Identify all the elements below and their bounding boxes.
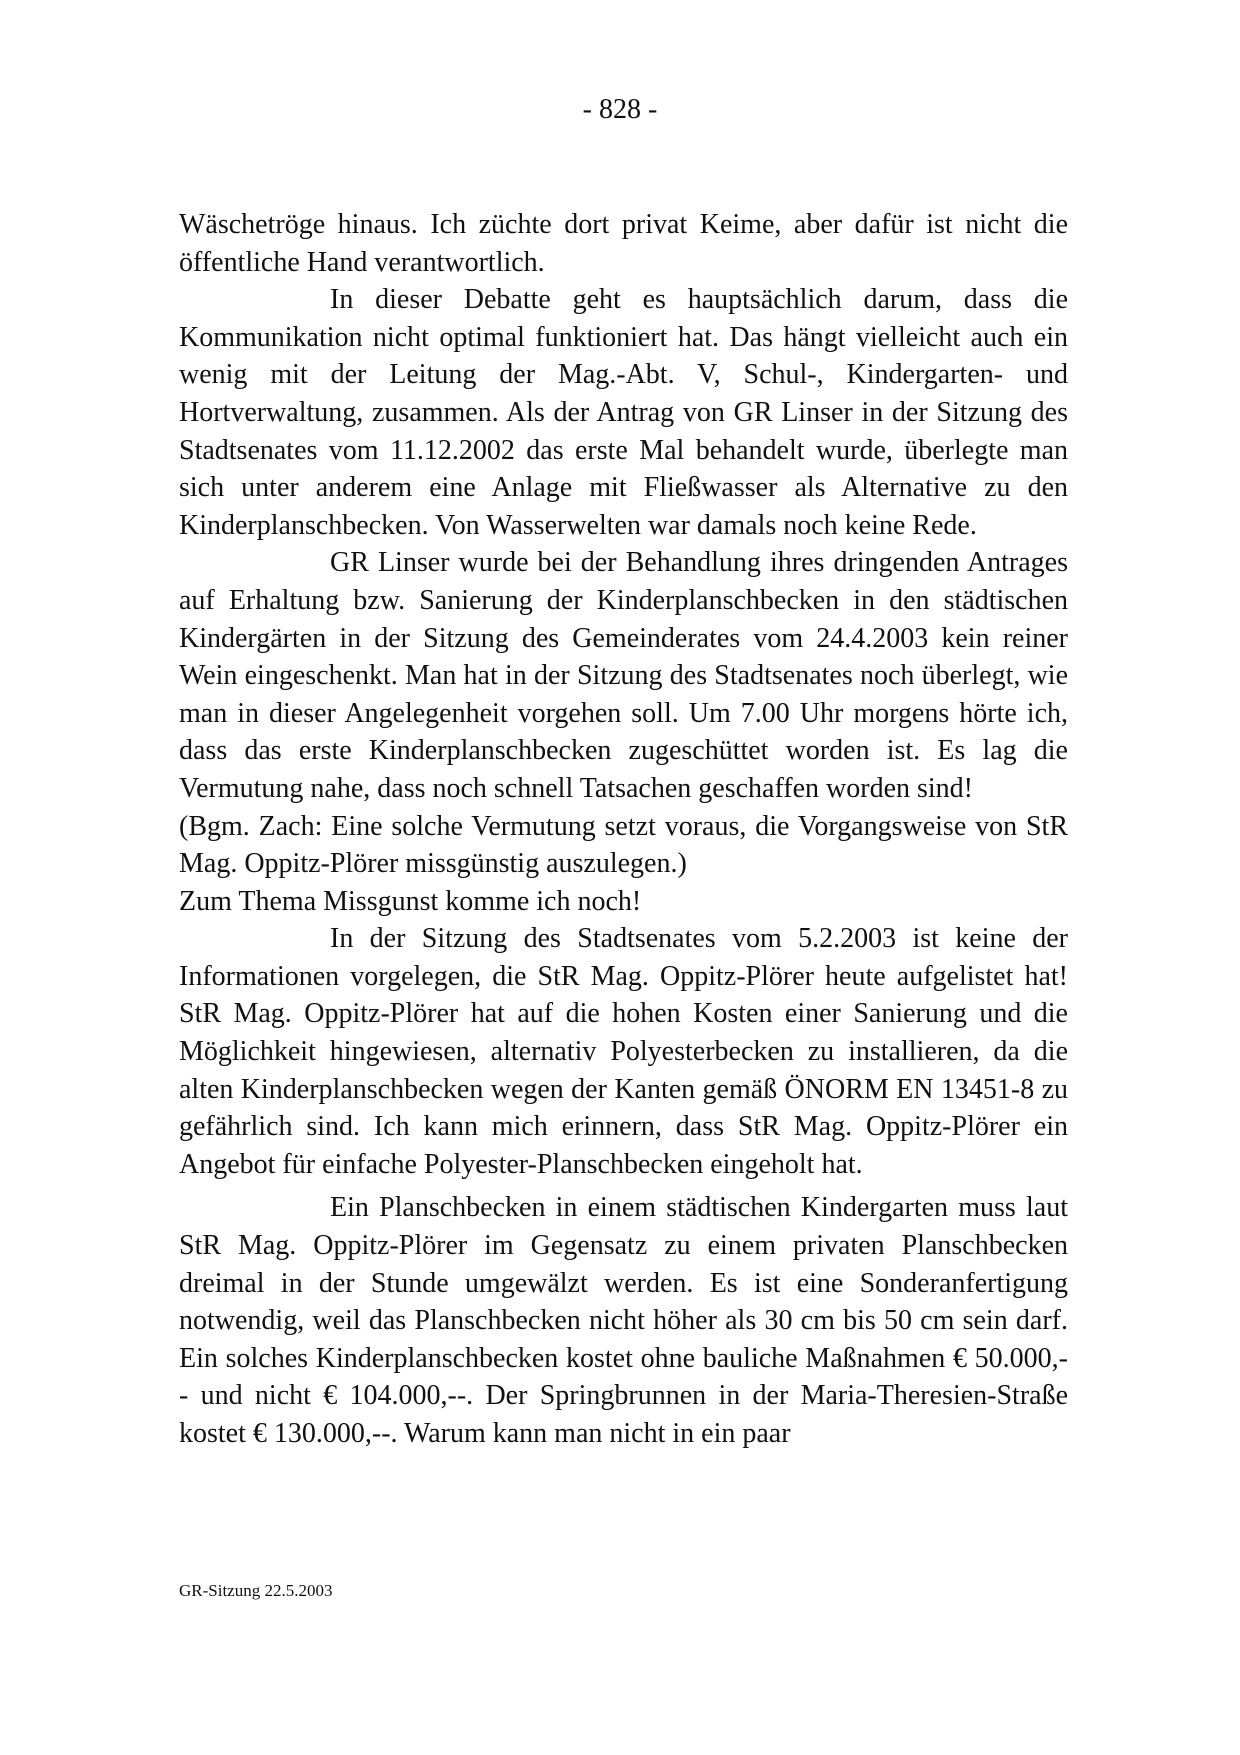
paragraph: Ein Planschbecken in einem städtischen Kindergarten muss laut StR Mag. Oppitz-Plörer im Gegensatz zu einem privaten Planschbecken dreimal in der Stunde umgewälzt werden. Es ist eine Sonderanfertigung notwendig, weil das Planschbecken nicht höher als 30 cm bis 50 cm sein darf. Ein solches Kinderplanschbecken kostet ohne bauliche Maßnahmen € 50.000,-- und nicht € 104.000,--. Der Springbrunnen in der Maria-Theresien-Straße kostet € 130.000,--. Warum kann man nicht in ein paar	[179, 1192, 1068, 1449]
paragraph: In der Sitzung des Stadtsenates vom 5.2.2003 ist keine der Informationen vorgelegen, die StR Mag. Oppitz-Plörer heute aufgelistet hat! StR Mag. Oppitz-Plörer hat auf die hohen Kosten einer Sanierung und die Möglichkeit hingewiesen, alternativ Polyesterbecken zu installieren, da die alten Kinderplanschbecken wegen der Kanten gemäß ÖNORM EN 13451-8 zu gefährlich sind. Ich kann mich erinnern, dass StR Mag. Oppitz-Plörer ein Angebot für einfache Polyester-Planschbecken eingeholt hat.	[179, 923, 1068, 1180]
paragraph: In dieser Debatte geht es hauptsächlich darum, dass die Kommunikation nicht optimal funktioniert hat. Das hängt vielleicht auch ein wenig mit der Leitung der Mag.-Abt. V, Schul-, Kindergarten- und Hortverwaltung, zusammen. Als der Antrag von GR Linser in der Sitzung des Stadtsenates vom 11.12.2002 das erste Mal behandelt wurde, überlegte man sich unter anderem eine Anlage mit Fließwasser als Alternative zu den Kinderplanschbecken. Von Wasserwelten war damals noch keine Rede.	[179, 284, 1068, 541]
paragraph: GR Linser wurde bei der Behandlung ihres dringenden Antrages auf Erhaltung bzw. Sanierung der Kinderplanschbecken in den städtischen Kindergärten in der Sitzung des Gemeinderates vom 24.4.2003 kein reiner Wein eingeschenkt. Man hat in der Sitzung des Stadtsenates noch überlegt, wie man in dieser Angelegenheit vorgehen soll. Um 7.00 Uhr morgens hörte ich, dass das erste Kinderplanschbecken zugeschüttet worden ist. Es lag die Vermutung nahe, dass noch schnell Tatsachen geschaffen worden sind!	[179, 547, 1068, 804]
footer-session: GR-Sitzung 22.5.2003	[179, 1581, 333, 1600]
paragraph: Zum Thema Missgunst komme ich noch!	[179, 885, 642, 917]
interjection: (Bgm. Zach: Eine solche Vermutung setzt voraus, die Vorgangsweise von StR Mag. Oppitz-Plörer missgünstig auszulegen.)	[179, 810, 1068, 880]
body-text	[179, 206, 1068, 1453]
page-number: - 828 -	[582, 94, 658, 125]
paragraph: Wäschetröge hinaus. Ich züchte dort privat Keime, aber dafür ist nicht die öffentliche Hand verantwortlich.	[179, 209, 1068, 278]
